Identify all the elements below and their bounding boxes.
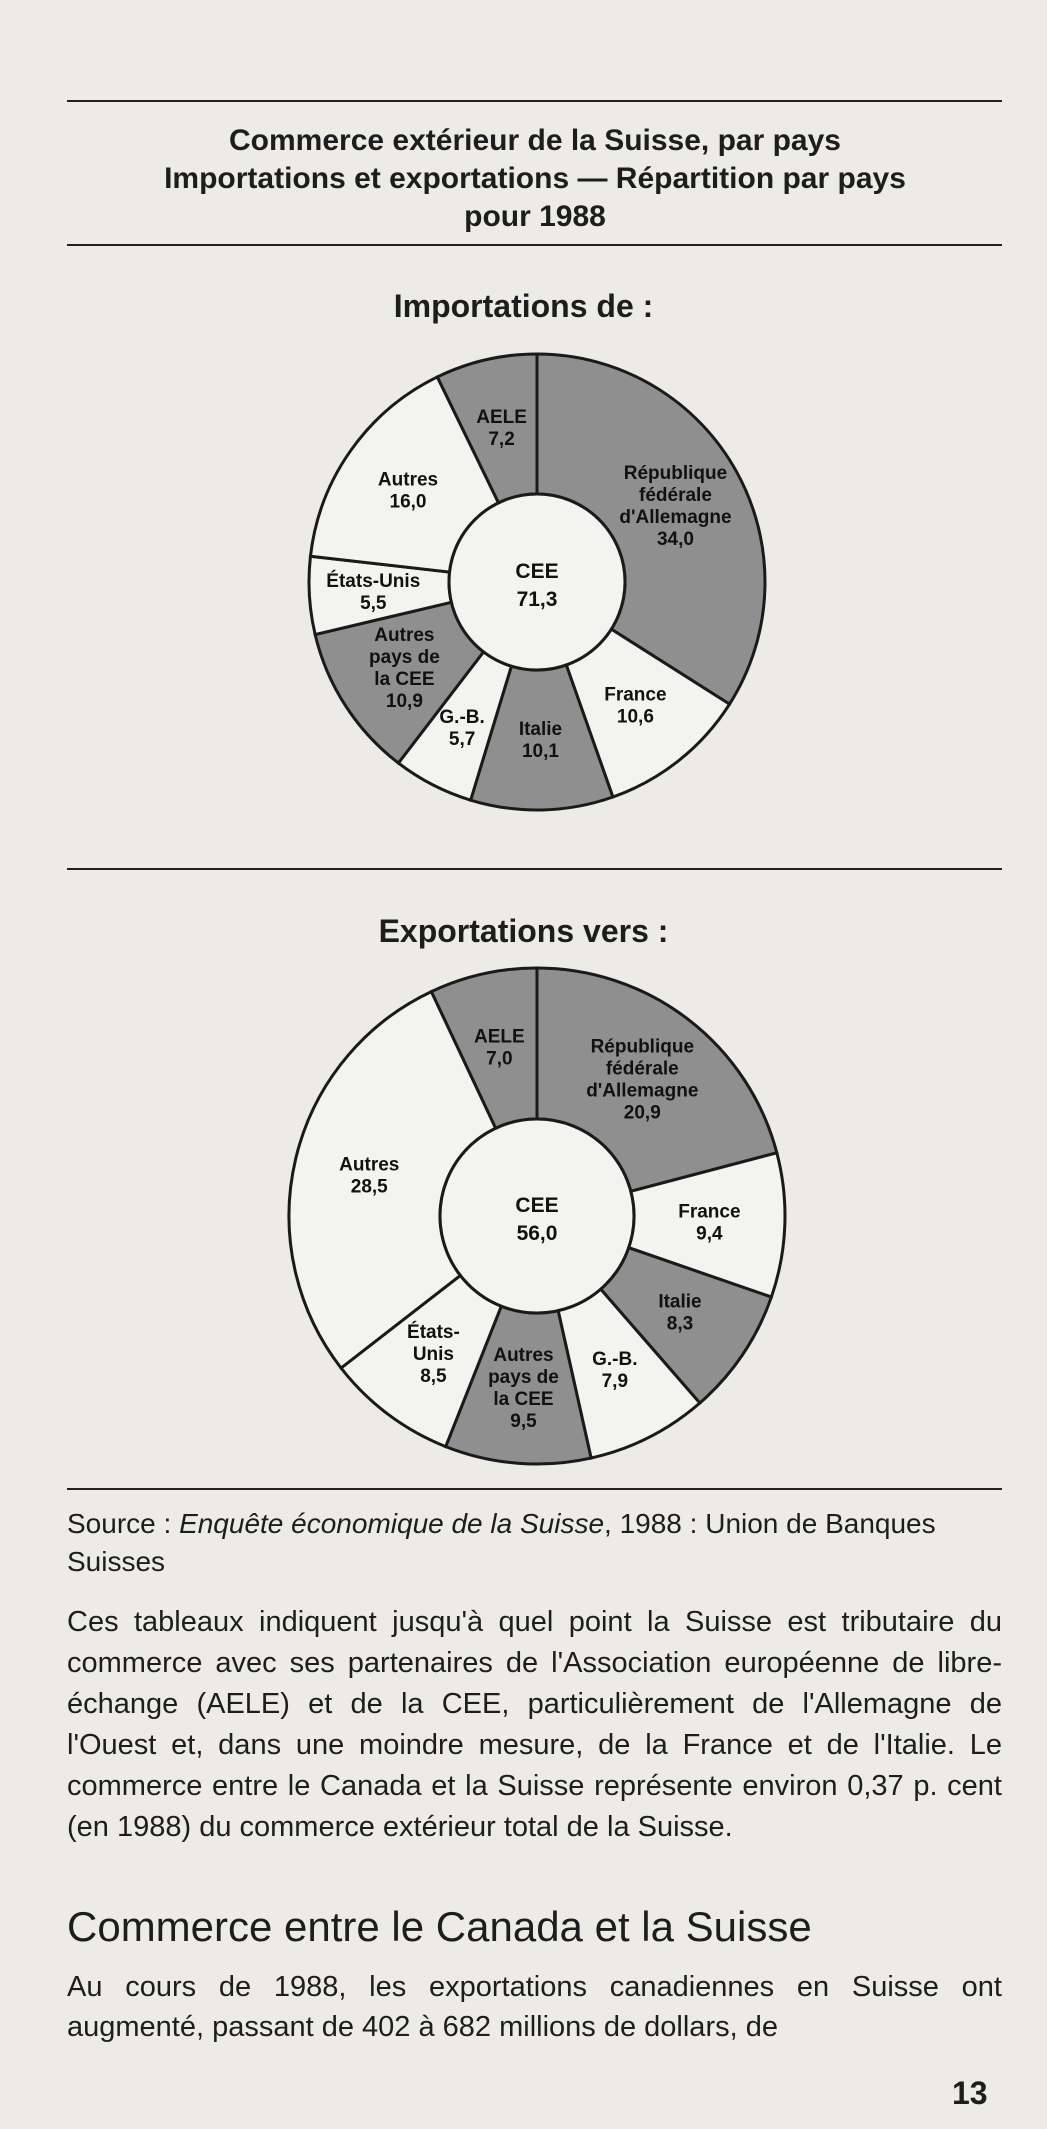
inner-ring-value: 71,3 [516,588,558,611]
imports-pie-chart [275,343,795,823]
slice-label-etats-unis: États-Unis [326,570,421,592]
slice-label-autres-pays-de-la-cee: la CEE [493,1388,554,1410]
section-heading: Commerce entre le Canada et la Suisse [67,1903,812,1950]
slice-label-aele: AELE [474,1026,525,1048]
slice-value-aele: 7,0 [486,1048,513,1070]
slice-label-g-b: G.-B. [439,706,485,728]
slice-value-italie: 10,1 [521,740,559,762]
inner-ring-label: CEE [515,1194,559,1217]
slice-value-aele: 7,2 [488,429,515,451]
slice-label-italie: Italie [518,718,563,740]
slice-label-etats-unis: Unis [412,1343,455,1365]
slice-value-autres-pays-de-la-cee: 9,5 [510,1410,537,1432]
slice-value-autres-pays-de-la-cee: 10,9 [385,690,423,712]
slice-label-italie: Italie [658,1291,702,1313]
inner-ring-label: CEE [515,560,559,583]
paragraph-2: Au cours de 1988, les exportations canadiennes en Suisse ont augmenté, passant de 402 à 682 millions de dollars, de [67,1971,1002,2043]
middle-rule [67,868,1002,870]
slice-label-republique-federale-d-allemagne: d'Allemagne [619,506,732,528]
slice-label-france: France [604,684,667,706]
header-title-line2: Importations et exportations — Répartition par pays [164,162,906,195]
slice-label-autres-pays-de-la-cee: Autres [493,1344,554,1366]
bottom-rule [67,1488,1002,1490]
slice-value-france: 10,6 [616,706,654,728]
slice-label-autres-pays-de-la-cee: pays de [369,646,440,668]
slice-value-g-b: 5,7 [448,728,476,750]
slice-value-italie: 8,3 [666,1313,694,1335]
slice-value-etats-unis: 8,5 [420,1365,447,1387]
source-note [67,1505,1007,1581]
slice-label-republique-federale-d-allemagne: fédérale [639,484,712,506]
slice-value-etats-unis: 5,5 [360,592,387,614]
slice-label-autres-pays-de-la-cee: la CEE [374,668,435,690]
slice-label-republique-federale-d-allemagne: République [623,462,728,484]
slice-label-republique-federale-d-allemagne: République [590,1036,695,1058]
slice-value-republique-federale-d-allemagne: 20,9 [623,1102,661,1124]
source-suffix: , 1988 : Union de Banques Suisses [67,1508,936,1577]
inner-ring-value: 56,0 [516,1222,558,1245]
slice-value-g-b: 7,9 [601,1370,629,1392]
source-title: Enquête économique de la Suisse [179,1508,605,1539]
slice-value-autres: 16,0 [389,491,427,513]
slice-label-aele: AELE [476,407,527,429]
slice-label-etats-unis: États- [407,1321,460,1343]
header-rule [67,244,1002,246]
slice-value-autres: 28,5 [350,1176,388,1198]
slice-value-france: 9,4 [696,1223,723,1245]
top-rule [67,100,1002,102]
exports-title: Exportations vers : [378,913,669,949]
slice-label-g-b: G.-B. [592,1348,638,1370]
page-number: 13 [952,2075,988,2111]
slice-label-autres: Autres [377,469,439,491]
header-title-line1: Commerce extérieur de la Suisse, par pays [229,124,841,157]
paragraph-1: Ces tableaux indiquent jusqu'à quel point la Suisse est tributaire du commerce avec ses partenaires de l'Association européenne de libre-échange (AELE) et de la CEE, particulièrement de l'Allemagne de l'Ouest et, dans une moindre mesure, de la France et de l'Italie. Le commerce entre le Canada et la Suisse représente environ 0,37 p. cent (en 1988) du commerce extérieur total de la Suisse. [67,1606,1002,1843]
slice-label-france: France [678,1201,741,1223]
slice-label-republique-federale-d-allemagne: fédérale [605,1058,679,1080]
slice-label-autres: Autres [339,1154,400,1176]
exports-pie-chart [275,958,795,1474]
slice-label-autres-pays-de-la-cee: Autres [374,624,435,646]
slice-label-republique-federale-d-allemagne: d'Allemagne [586,1080,699,1102]
slice-label-autres-pays-de-la-cee: pays de [488,1366,559,1388]
source-prefix: Source : [67,1508,180,1539]
slice-value-republique-federale-d-allemagne: 34,0 [656,528,694,550]
header-title-line3: pour 1988 [464,200,606,233]
figure-header [60,122,1010,236]
imports-title: Importations de : [393,288,654,324]
